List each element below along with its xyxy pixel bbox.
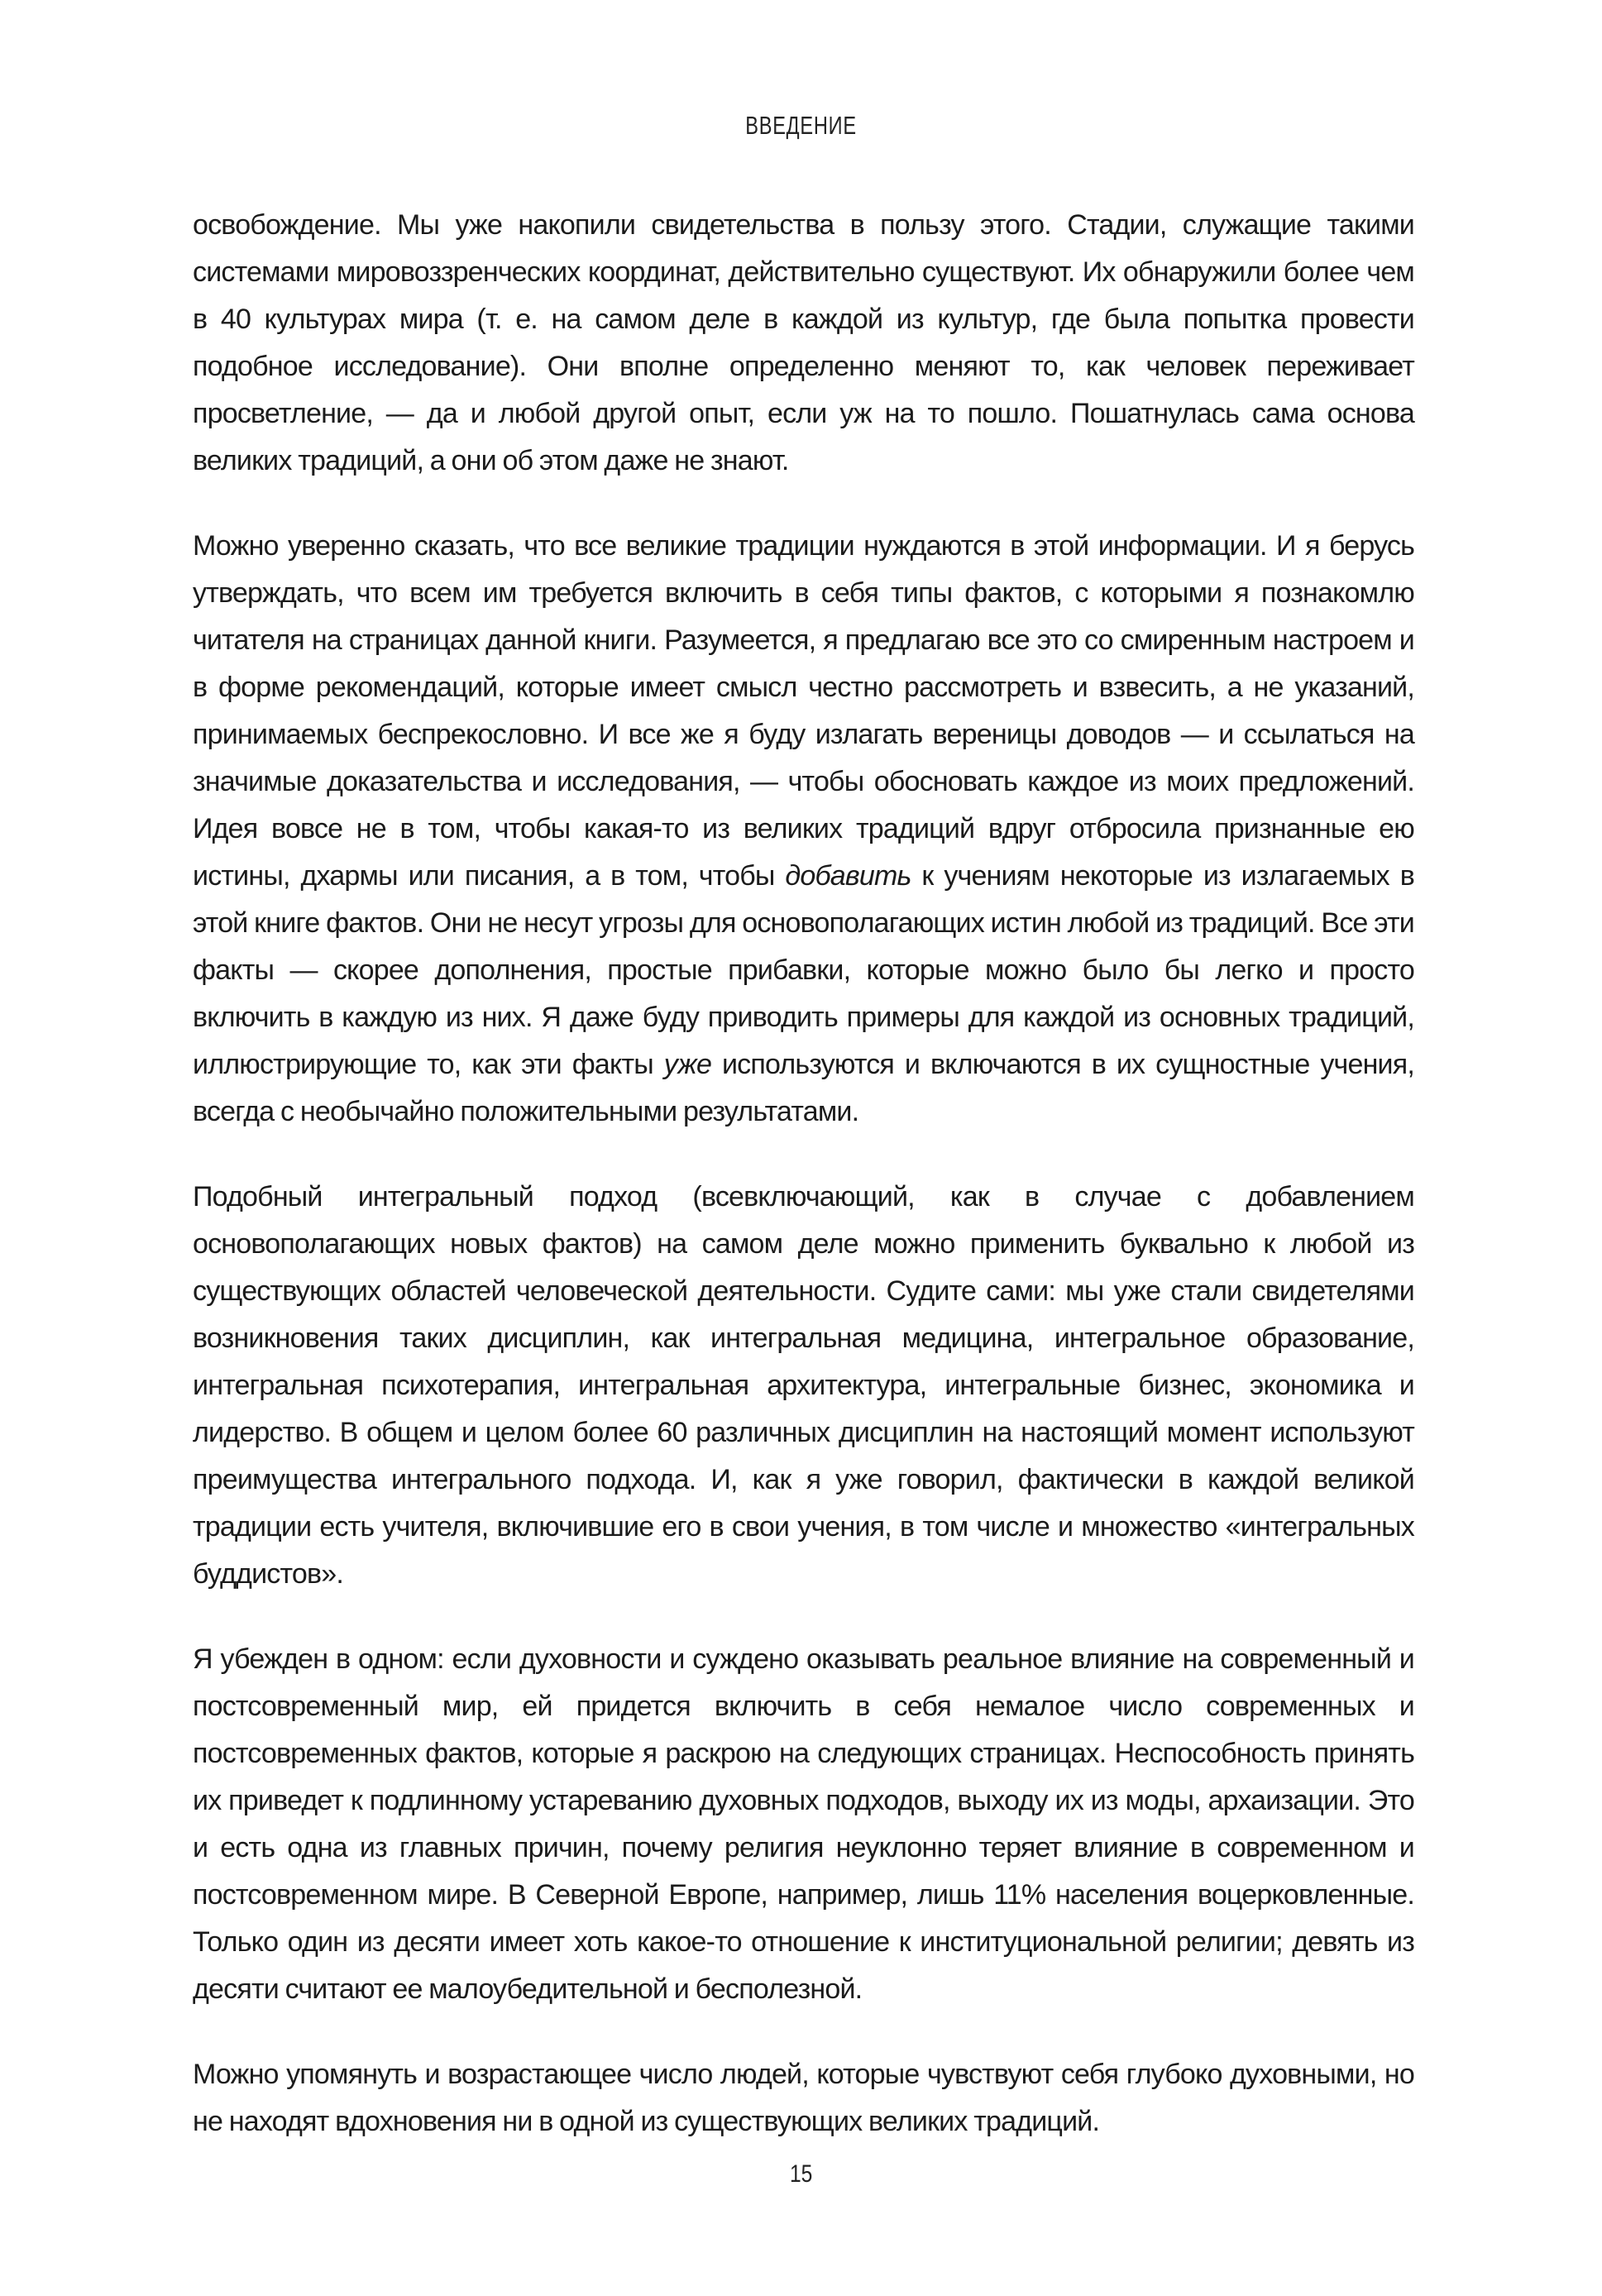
paragraph-4: Я убежден в одном: если духовности и суждено оказывать реальное влияние на современный и постсовременный мир, ей придется включить в себя немалое число современных и постсовременных фактов, которые я раскрою на следующих страницах. Неспособность принять их приведет к подлинному устареванию духовных подходов, выходу их из моды, архаизации. Это и есть одна из главных причин, почему религия неуклонно теряет влияние в современном и постсовременном мире. В Северной Европе, например, лишь 11% населения воцерковленные. Только один из десяти имеет хоть какое-то отношение к институциональной религии; девять из десяти считают ее малоубедительной и бесполезной. <box>193 1643 1414 2005</box>
paragraph-2: Можно уверенно сказать, что все великие традиции нуждаются в этой информации. И я берусь утверждать, что всем им требуется включить в себя типы фактов, с которыми я познакомлю читателя на страницах данной книги. Разумеется, я предлагаю все это со смиренным настроем и в форме рекомендаций, которые имеет смысл честно рассмотреть и взвесить, а не указаний, принимаемых беспрекословно. И все же я буду излагать вереницы доводов — и ссылаться на значимые доказательства и исследования, — чтобы обосновать каждое из моих предложений. Идея вовсе не в том, чтобы какая-то из великих традиций вдруг отбросила признанные ею истины, дхармы или писания, а в том, чтобы добавить к учениям некоторые из излагаемых в этой книге фактов. Они не несут угрозы для основополагающих истин любой из традиций. Все эти факты — скорее дополнения, простые прибавки, которые можно было бы легко и просто включить в каждую из них. Я даже буду приводить примеры для каждой из основных традиций, иллюстрирующие то, как эти факты уже используются и включаются в их сущностные учения, всегда с необычайно положительными результатами. <box>193 530 1414 1127</box>
page-header <box>0 111 1602 141</box>
page-number <box>0 2160 1602 2188</box>
page-number-value: 15 <box>789 2160 813 2188</box>
paragraph-3: Подобный интегральный подход (всевключающий, как в случае с добавлением основополагающих новых фактов) на самом деле можно применить буквально к любой из существующих областей человеческой деятельности. Судите сами: мы уже стали свидетелями возникновения таких дисциплин, как интегральная медицина, интегральное образование, интегральная психотерапия, интегральная архитектура, интегральные бизнес, экономика и лидерство. В общем и целом более 60 различных дисциплин на настоящий момент используют преимущества интегрального подхода. И, как я уже говорил, фактически в каждой великой традиции есть учителя, включившие его в свои учения, в том числе и множество «интегральных буддистов». <box>193 1181 1414 1590</box>
paragraph-5: Можно упомянуть и возрастающее число людей, которые чувствуют себя глубоко духовными, но не находят вдохновения ни в одной из существующих великих традиций. <box>193 2059 1414 2137</box>
chapter-title: ВВЕДЕНИЕ <box>745 111 857 140</box>
text-column <box>193 202 1414 2184</box>
paragraph-1: освобождение. Мы уже накопили свидетельства в пользу этого. Стадии, служащие такими системами мировоззренческих координат, действительно существуют. Их обнаружили более чем в 40 культурах мира (т. е. на самом деле в каждой из культур, где была попытка провести подобное исследование). Они вполне определенно меняют то, как человек переживает просветление, — да и любой другой опыт, если уж на то пошло. Пошатнулась сама основа великих традиций, а они об этом даже не знают. <box>193 209 1414 476</box>
